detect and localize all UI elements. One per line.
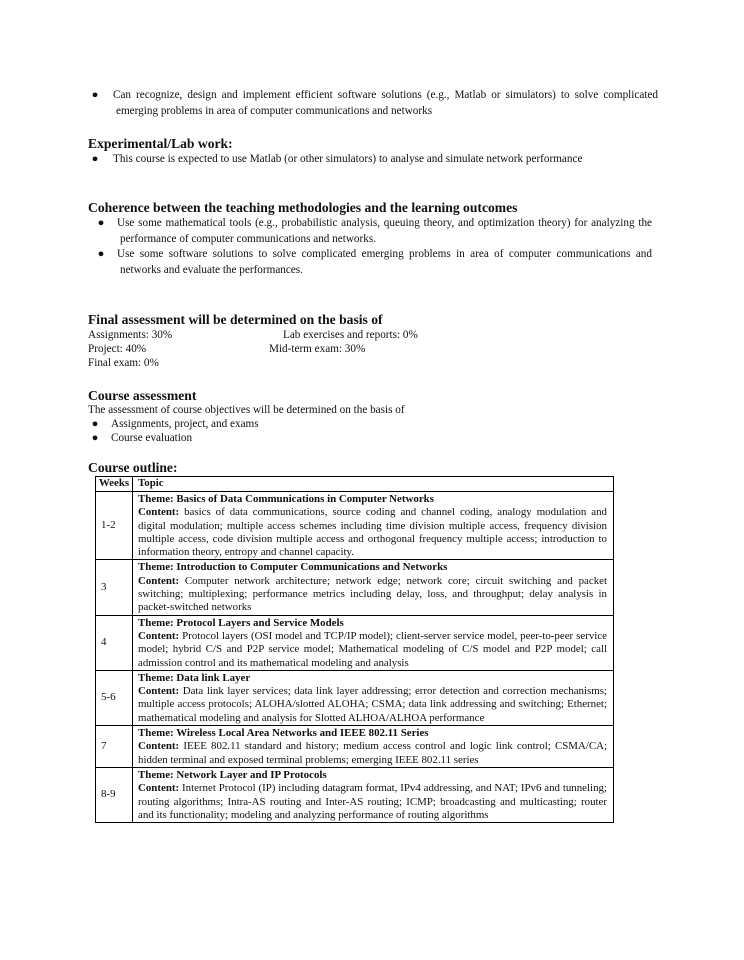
- course-assessment-heading: Course assessment: [88, 388, 197, 403]
- final-assessment-heading: Final assessment will be determined on the basis of: [88, 312, 383, 327]
- table-row: [96, 492, 614, 560]
- content-label: Content:: [138, 740, 180, 753]
- table-row: [96, 767, 614, 822]
- weeks-cell: 5-6: [96, 670, 133, 725]
- theme-title: Theme: Network Layer and IP Protocols: [138, 768, 327, 781]
- content-label: Content:: [138, 629, 180, 642]
- bullet-icon: ●: [97, 217, 105, 229]
- course-assessment-list: [88, 417, 658, 445]
- bullet-icon: ●: [91, 432, 99, 444]
- content-label: Content:: [138, 574, 180, 587]
- topic-cell: [133, 615, 614, 670]
- lab-heading: Experimental/Lab work:: [88, 136, 233, 151]
- table-row: [96, 615, 614, 670]
- learning-outcome-list: [88, 88, 658, 119]
- coherence-heading: Coherence between the teaching methodologies and the learning outcomes: [88, 200, 518, 215]
- theme-title: Theme: Data link Layer: [138, 671, 251, 684]
- lab-list: [88, 152, 658, 168]
- list-item: ● Use some mathematical tools (e.g., probabilistic analysis, queuing theory, and optimization theory) for analyzing the performance of computer communications and networks.: [94, 216, 652, 247]
- table-row: [96, 726, 614, 768]
- course-assessment-intro: The assessment of course objectives will be determined on the basis of: [88, 404, 405, 416]
- midterm-weight: Mid-term exam: 30%: [269, 343, 366, 355]
- topic-cell: [133, 560, 614, 615]
- theme-title: Theme: Introduction to Computer Communications and Networks: [138, 561, 448, 574]
- content-text: IEEE 802.11 standard and history; medium access control and logic link control; CSMA/CA; hidden terminal and exposed terminal problems; emerging IEEE 802.11 series: [138, 740, 607, 766]
- weeks-cell: 8-9: [96, 767, 133, 822]
- content-label: Content:: [138, 685, 180, 698]
- list-item: ● This course is expected to use Matlab (or other simulators) to analyse and simulate network performance: [88, 152, 658, 168]
- bullet-icon: ●: [91, 89, 99, 101]
- content-text: basics of data communications, source coding and channel coding, analogy modulation and digital modulation; multiple access schemes including time division multiple access, frequency division multiple access, code division multiple access and orthogonal frequency multiple access; introduction to information theory, entropy and channel capacity.: [138, 506, 607, 559]
- table-header-row: [96, 477, 614, 492]
- table-row: [96, 560, 614, 615]
- topic-cell: [133, 726, 614, 768]
- list-item: ● Course evaluation: [88, 431, 658, 445]
- coherence-list: [88, 216, 652, 278]
- content-label: Content:: [138, 782, 180, 795]
- weeks-cell: 3: [96, 560, 133, 615]
- assignments-weight: Assignments: 30%: [88, 329, 173, 341]
- theme-title: Theme: Protocol Layers and Service Models: [138, 616, 344, 629]
- lab-weight: Lab exercises and reports: 0%: [283, 329, 418, 341]
- content-text: Protocol layers (OSI model and TCP/IP model); client-server service model, peer-to-peer service model; hybrid C/S and P2P service model; Mathematical modeling of C/S model and P2P model; call admission control and its mathematical modeling and analysis: [138, 629, 607, 669]
- weeks-column-header: Weeks: [96, 477, 133, 492]
- content-text: Internet Protocol (IP) including datagram format, IPv4 addressing, and NAT; IPv6 and tunneling; routing algorithms; Intra-AS routing and Inter-AS routing; ICMP; broadcasting and multicasting; router and its functionality; modeling and analyzing performance of routing algorithms: [138, 782, 607, 821]
- list-item: ● Assignments, project, and exams: [88, 417, 658, 431]
- content-text: Computer network architecture; network edge; network core; circuit switching and packet switching; multiplexing; performance metrics including delay, loss, and throughput; delay analysis in packet-switched networks: [138, 574, 607, 614]
- project-weight: Project: 40%: [88, 343, 147, 355]
- weeks-cell: 1-2: [96, 492, 133, 560]
- theme-title: Theme: Wireless Local Area Networks and IEEE 802.11 Series: [138, 727, 429, 740]
- course-outline-heading: Course outline:: [88, 460, 178, 475]
- bullet-icon: ●: [91, 153, 99, 165]
- theme-title: Theme: Basics of Data Communications in Computer Networks: [138, 493, 434, 505]
- topic-cell: [133, 492, 614, 560]
- list-item: ● Can recognize, design and implement efficient software solutions (e.g., Matlab or simulators) to solve complicated emerging problems in area of computer communications and networks: [88, 88, 658, 119]
- content-text: Data link layer services; data link layer addressing; error detection and correction mechanisms; multiple access protocols; ALOHA/slotted ALOHA; CSMA; data link addressing and switching; Ethernet; mathematical modeling and analysis for Slotted ALHOA/ALHOA performance: [138, 685, 607, 724]
- content-label: Content:: [138, 506, 180, 519]
- bullet-icon: ●: [97, 248, 105, 260]
- topic-cell: [133, 670, 614, 725]
- table-row: [96, 670, 614, 725]
- final-exam-weight: Final exam: 0%: [88, 357, 159, 369]
- list-item: ● Use some software solutions to solve complicated emerging problems in area of computer communications and networks and evaluate the performances.: [94, 247, 652, 278]
- topic-cell: [133, 767, 614, 822]
- weeks-cell: 7: [96, 726, 133, 768]
- weeks-cell: 4: [96, 615, 133, 670]
- bullet-icon: ●: [91, 418, 99, 430]
- topic-column-header: Topic: [133, 477, 614, 492]
- course-outline-table: [95, 476, 614, 823]
